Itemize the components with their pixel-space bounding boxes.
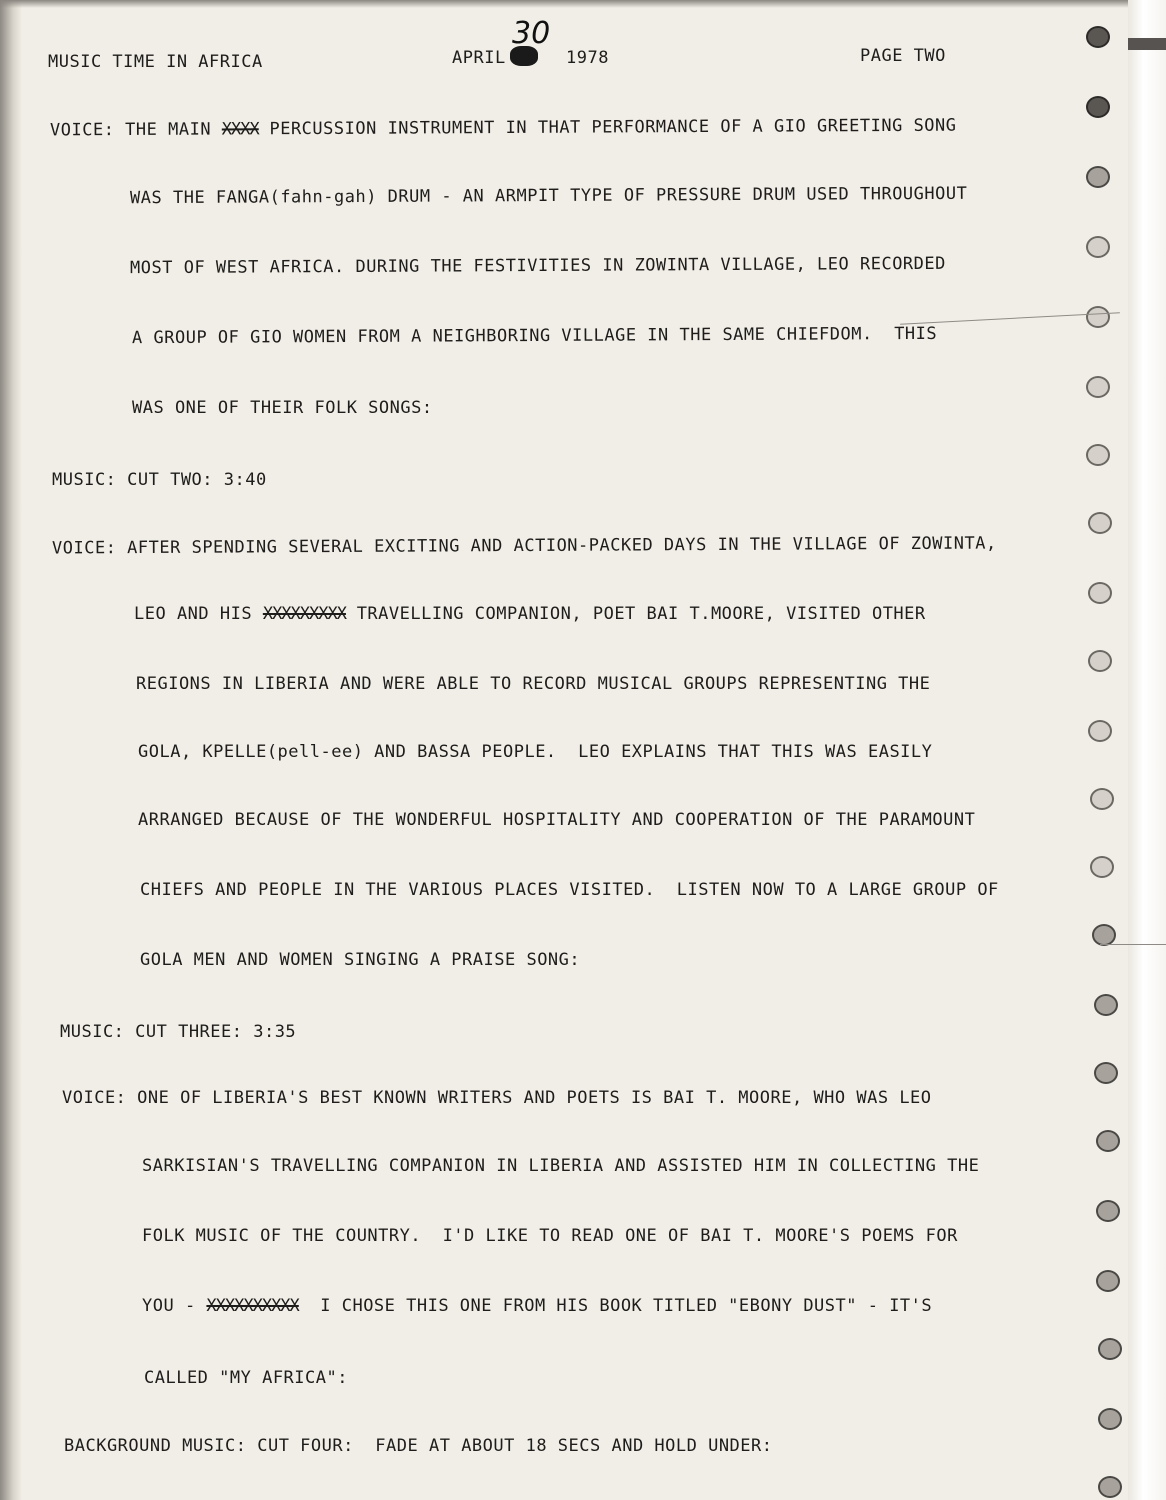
script-text: YOU - <box>142 1296 207 1316</box>
handwritten-date: 30 <box>512 16 551 51</box>
feed-hole <box>1096 1270 1120 1292</box>
script-line: GOLA, KPELLE(pell-ee) AND BASSA PEOPLE. LEO EXPLAINS THAT THIS WAS EASILY <box>138 742 933 762</box>
music-cue: MUSIC: CUT THREE: 3:35 <box>60 1022 297 1042</box>
struck-text: XXXXXXXXXX <box>206 1296 299 1316</box>
script-line: WAS THE FANGA(fahn-gah) DRUM - AN ARMPIT TYPE OF PRESSURE DRUM USED THROUGHOUT <box>129 183 968 209</box>
feed-hole <box>1094 1062 1118 1084</box>
feed-hole <box>1092 924 1116 946</box>
feed-hole <box>1086 444 1110 466</box>
feed-hole <box>1086 26 1110 48</box>
music-cue: MUSIC: CUT TWO: 3:40 <box>52 470 267 490</box>
script-line <box>142 1296 932 1316</box>
feed-hole <box>1086 96 1110 118</box>
feed-hole <box>1086 166 1110 188</box>
feed-hole <box>1088 582 1112 604</box>
feed-hole <box>1088 720 1112 742</box>
script-line: SARKISIAN'S TRAVELLING COMPANION IN LIBERIA AND ASSISTED HIM IN COLLECTING THE <box>142 1156 980 1176</box>
feed-hole <box>1088 512 1112 534</box>
feed-hole <box>1090 856 1114 878</box>
script-text: VOICE: THE MAIN <box>49 119 222 141</box>
top-edge-shadow <box>0 0 1166 8</box>
script-text: TRAVELLING COMPANION, POET BAI T.MOORE, VISITED OTHER <box>345 604 926 624</box>
feed-hole <box>1096 1200 1120 1222</box>
script-line <box>134 604 926 624</box>
script-line: CHIEFS AND PEOPLE IN THE VARIOUS PLACES VISITED. LISTEN NOW TO A LARGE GROUP OF <box>140 880 999 900</box>
feed-hole <box>1094 994 1118 1016</box>
date-month: APRIL <box>452 48 506 68</box>
script-line: VOICE: AFTER SPENDING SEVERAL EXCITING AND ACTION-PACKED DAYS IN THE VILLAGE OF ZOWINTA, <box>51 533 997 559</box>
paper-crease <box>1100 944 1166 945</box>
music-cue: BACKGROUND MUSIC: CUT FOUR: FADE AT ABOUT 18 SECS AND HOLD UNDER: <box>64 1436 773 1456</box>
script-line: ARRANGED BECAUSE OF THE WONDERFUL HOSPITALITY AND COOPERATION OF THE PARAMOUNT <box>138 810 976 830</box>
program-title: MUSIC TIME IN AFRICA <box>48 52 263 72</box>
page-number: PAGE TWO <box>860 46 946 66</box>
script-line: FOLK MUSIC OF THE COUNTRY. I'D LIKE TO READ ONE OF BAI T. MOORE'S POEMS FOR <box>142 1226 958 1246</box>
script-line: GOLA MEN AND WOMEN SINGING A PRAISE SONG: <box>140 950 581 970</box>
script-line <box>50 116 957 141</box>
struck-text: XXXXXXXXX <box>262 604 346 624</box>
script-line: CALLED "MY AFRICA": <box>144 1368 348 1388</box>
script-line: REGIONS IN LIBERIA AND WERE ABLE TO RECORD MUSICAL GROUPS REPRESENTING THE <box>136 674 931 694</box>
script-text: I CHOSE THIS ONE FROM HIS BOOK TITLED "EBONY DUST" - IT'S <box>298 1296 933 1316</box>
feed-hole <box>1086 236 1110 258</box>
feed-hole <box>1098 1338 1122 1360</box>
struck-text: XXXX <box>221 119 259 140</box>
perforation-tear-mark <box>1128 38 1166 50</box>
script-line: WAS ONE OF THEIR FOLK SONGS: <box>132 398 433 418</box>
feed-hole <box>1090 788 1114 810</box>
script-line: A GROUP OF GIO WOMEN FROM A NEIGHBORING VILLAGE IN THE SAME CHIEFDOM. THIS <box>131 323 938 349</box>
script-text: LEO AND HIS <box>134 604 263 624</box>
feed-hole <box>1088 650 1112 672</box>
feed-hole <box>1098 1408 1122 1430</box>
date-year: 1978 <box>566 48 609 68</box>
feed-hole <box>1096 1130 1120 1152</box>
script-text: PERCUSSION INSTRUMENT IN THAT PERFORMANCE OF A GIO GREETING SONG <box>258 115 957 140</box>
script-line: VOICE: ONE OF LIBERIA'S BEST KNOWN WRITERS AND POETS IS BAI T. MOORE, WHO WAS LEO <box>62 1088 932 1108</box>
feed-hole <box>1086 376 1110 398</box>
feed-hole <box>1086 306 1110 328</box>
script-line: MOST OF WEST AFRICA. DURING THE FESTIVITIES IN ZOWINTA VILLAGE, LEO RECORDED <box>129 253 946 279</box>
feed-hole <box>1098 1476 1122 1498</box>
tractor-feed-strip <box>1128 0 1166 1500</box>
